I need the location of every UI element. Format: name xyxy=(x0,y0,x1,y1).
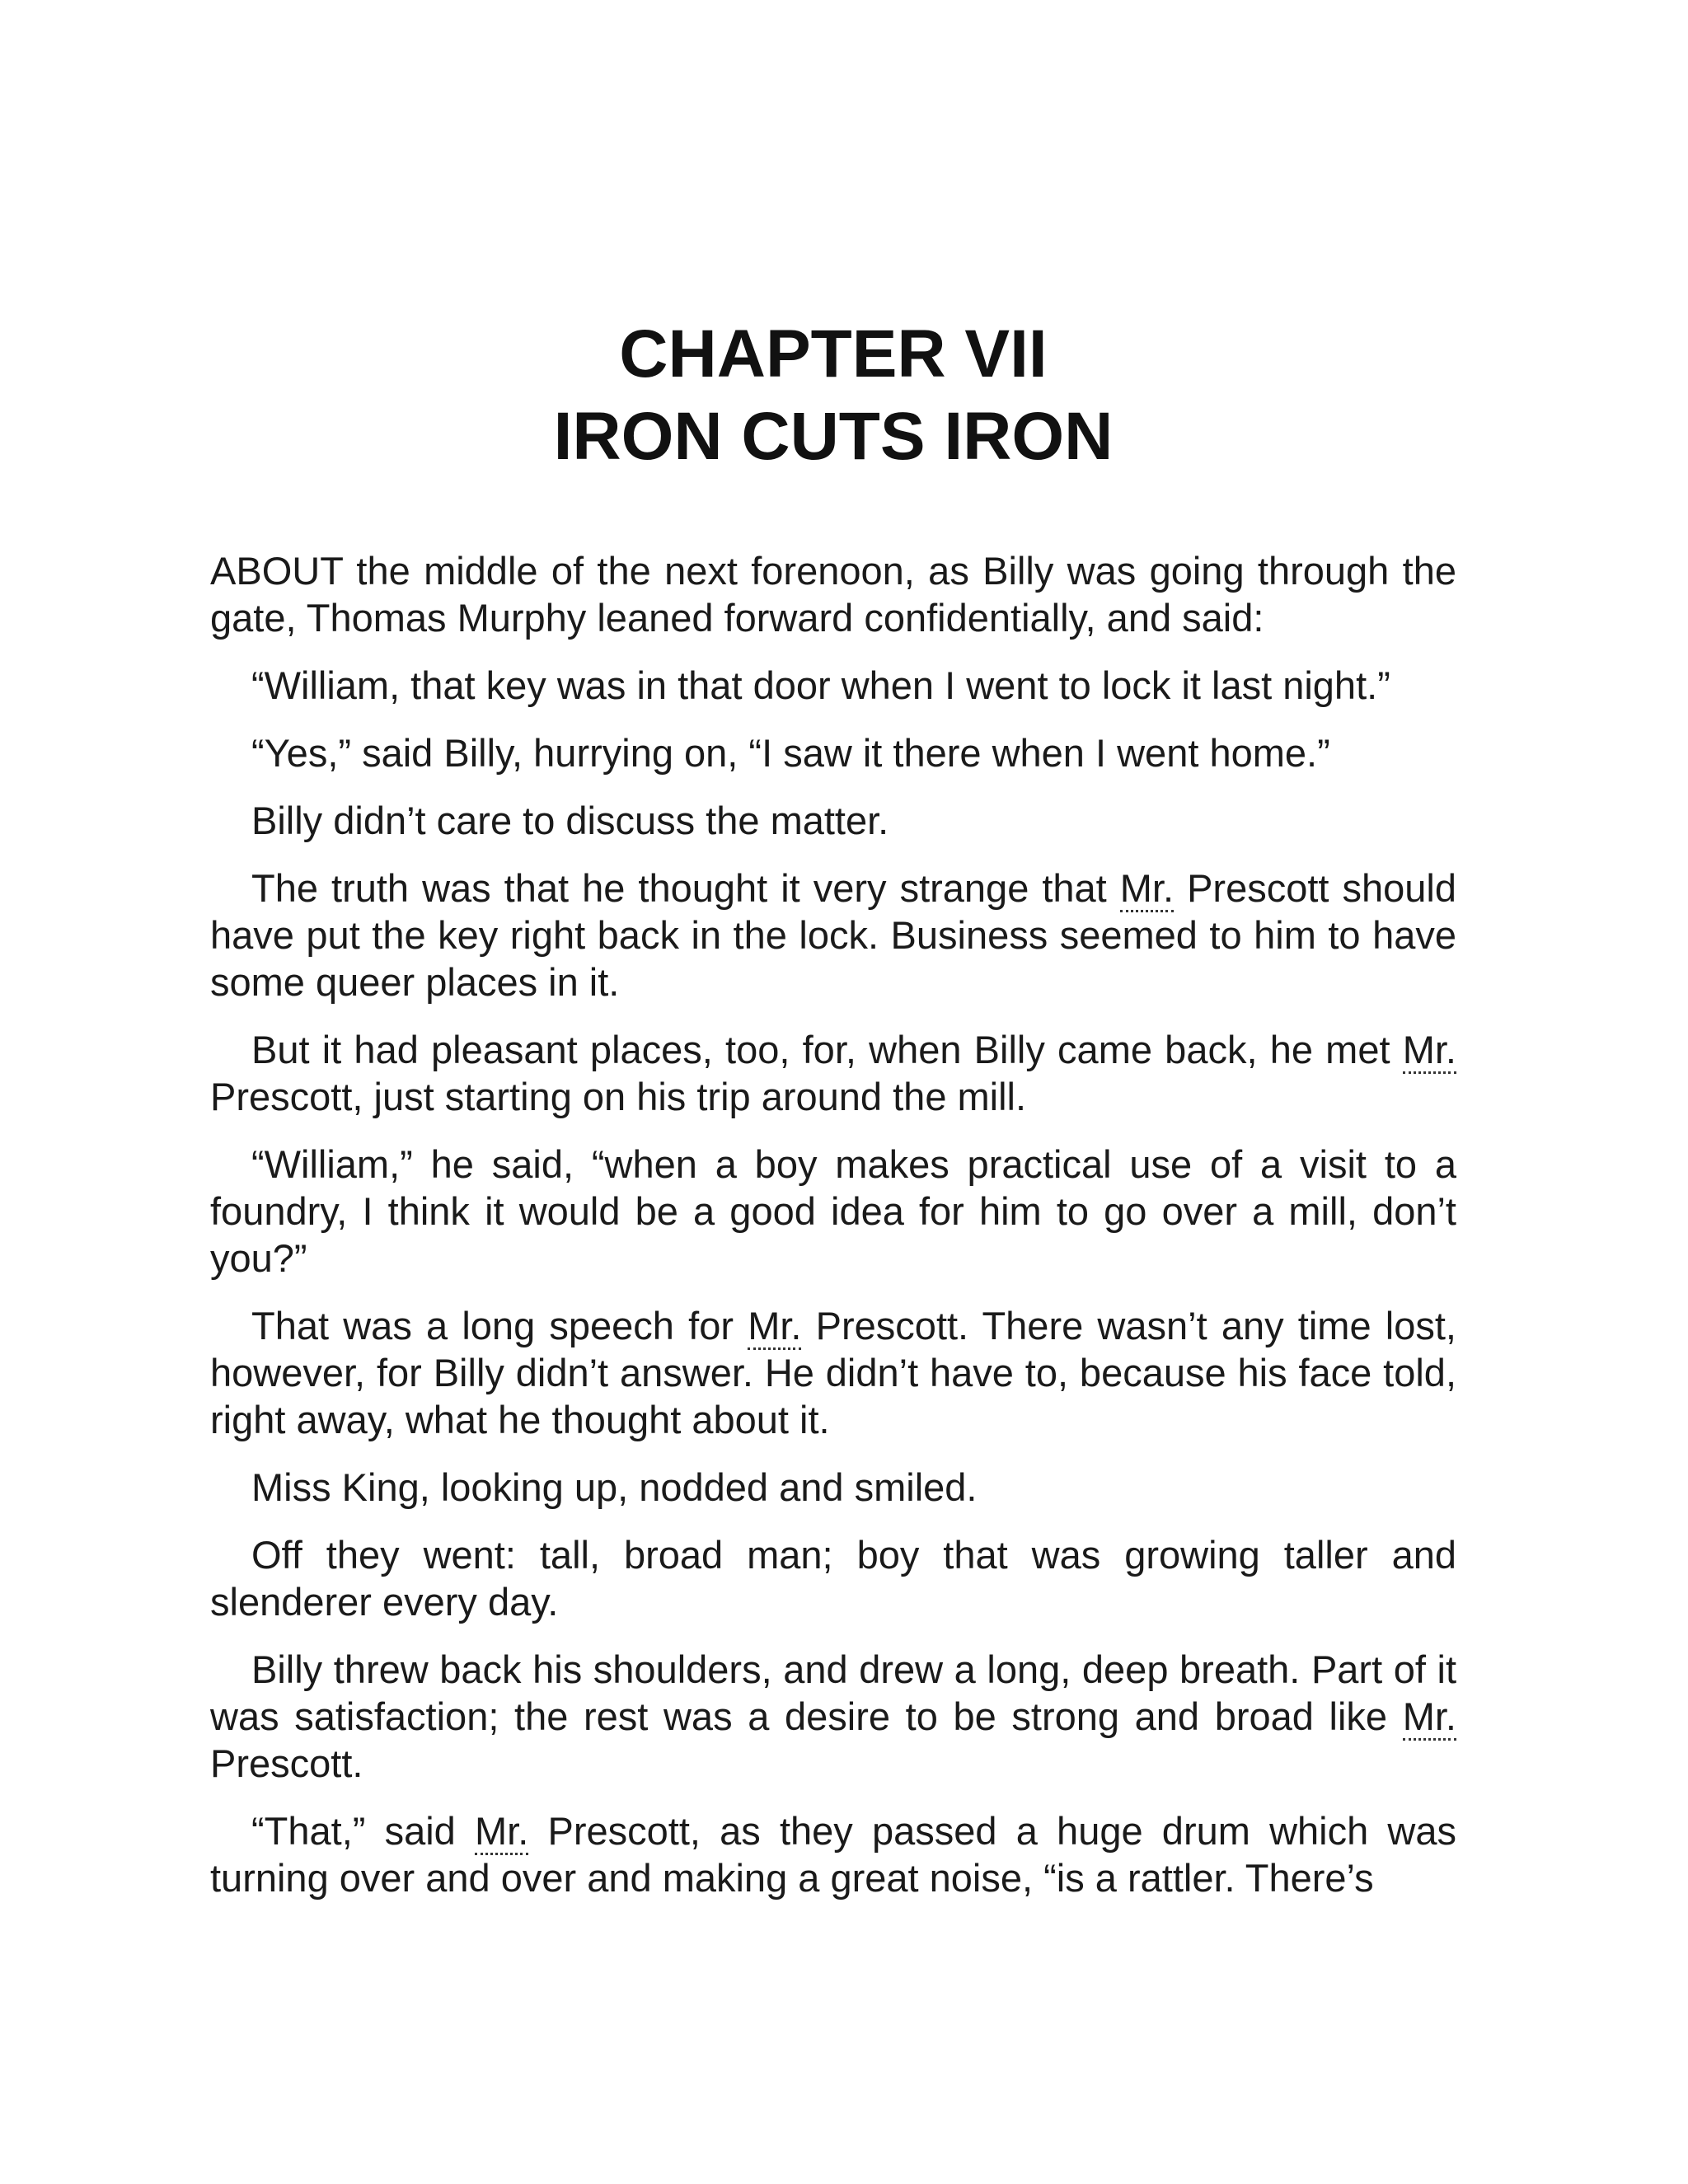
text-run: The truth was that he thought it very strange that xyxy=(251,866,1120,910)
text-run: Prescott. There wasn’t any time lost, however, for Billy didn’t answer. He didn’t have to, because his face told, right away, what he thought about it. xyxy=(210,1304,1456,1441)
text-run: “Yes,” said Billy, hurrying on, “I saw it there when I went home.” xyxy=(251,731,1330,775)
text-run: Miss King, looking up, nodded and smiled. xyxy=(251,1465,978,1509)
text-run: Prescott, as they passed a huge drum which was turning over and over and making a great noise, “is a rattler. There’s xyxy=(210,1809,1457,1900)
abbreviation-mr: Mr. xyxy=(748,1304,801,1350)
chapter-heading xyxy=(210,313,1456,478)
text-run: Prescott should have put the key right back in the lock. Business seemed to him to have some queer places in it. xyxy=(210,866,1456,1004)
text-run: “That,” said xyxy=(251,1809,476,1853)
paragraph xyxy=(210,1026,1456,1120)
body-text xyxy=(210,547,1456,1901)
paragraph xyxy=(210,547,1456,641)
paragraph xyxy=(210,729,1456,776)
chapter-title: IRON CUTS IRON xyxy=(553,399,1114,474)
paragraph xyxy=(210,1531,1456,1625)
paragraph xyxy=(210,1464,1456,1511)
text-run: ABOUT the middle of the next forenoon, as Billy was going through the gate, Thomas Murphy leaned forward confidentially, and said: xyxy=(210,549,1456,640)
text-run: That was a long speech for xyxy=(251,1304,748,1347)
text-run: Billy threw back his shoulders, and drew a long, deep breath. Part of it was satisfaction; the rest was a desire to be strong and broad like xyxy=(210,1647,1456,1738)
text-run: “William,” he said, “when a boy makes practical use of a visit to a foundry, I think it would be a good idea for him to go over a mill, don’t you?” xyxy=(210,1142,1456,1280)
text-run: Prescott, just starting on his trip around the mill. xyxy=(210,1075,1027,1118)
abbreviation-mr: Mr. xyxy=(1403,1028,1456,1074)
text-run: “William, that key was in that door when I went to lock it last night.” xyxy=(251,663,1390,707)
paragraph xyxy=(210,1141,1456,1282)
paragraph xyxy=(210,797,1456,844)
text-run: Billy didn’t care to discuss the matter. xyxy=(251,799,889,842)
paragraph xyxy=(210,1807,1456,1901)
abbreviation-mr: Mr. xyxy=(1403,1694,1456,1741)
text-run: Prescott. xyxy=(210,1741,363,1785)
paragraph xyxy=(210,865,1456,1005)
text-run: Off they went: tall, broad man; boy that was growing taller and slenderer every day. xyxy=(210,1533,1456,1624)
page-content xyxy=(210,313,1456,1922)
text-run: But it had pleasant places, too, for, when Billy came back, he met xyxy=(251,1028,1403,1071)
chapter-number: CHAPTER VII xyxy=(619,316,1048,391)
paragraph xyxy=(210,662,1456,709)
paragraph xyxy=(210,1302,1456,1443)
abbreviation-mr: Mr. xyxy=(1120,866,1174,912)
abbreviation-mr: Mr. xyxy=(475,1809,528,1855)
paragraph xyxy=(210,1646,1456,1787)
